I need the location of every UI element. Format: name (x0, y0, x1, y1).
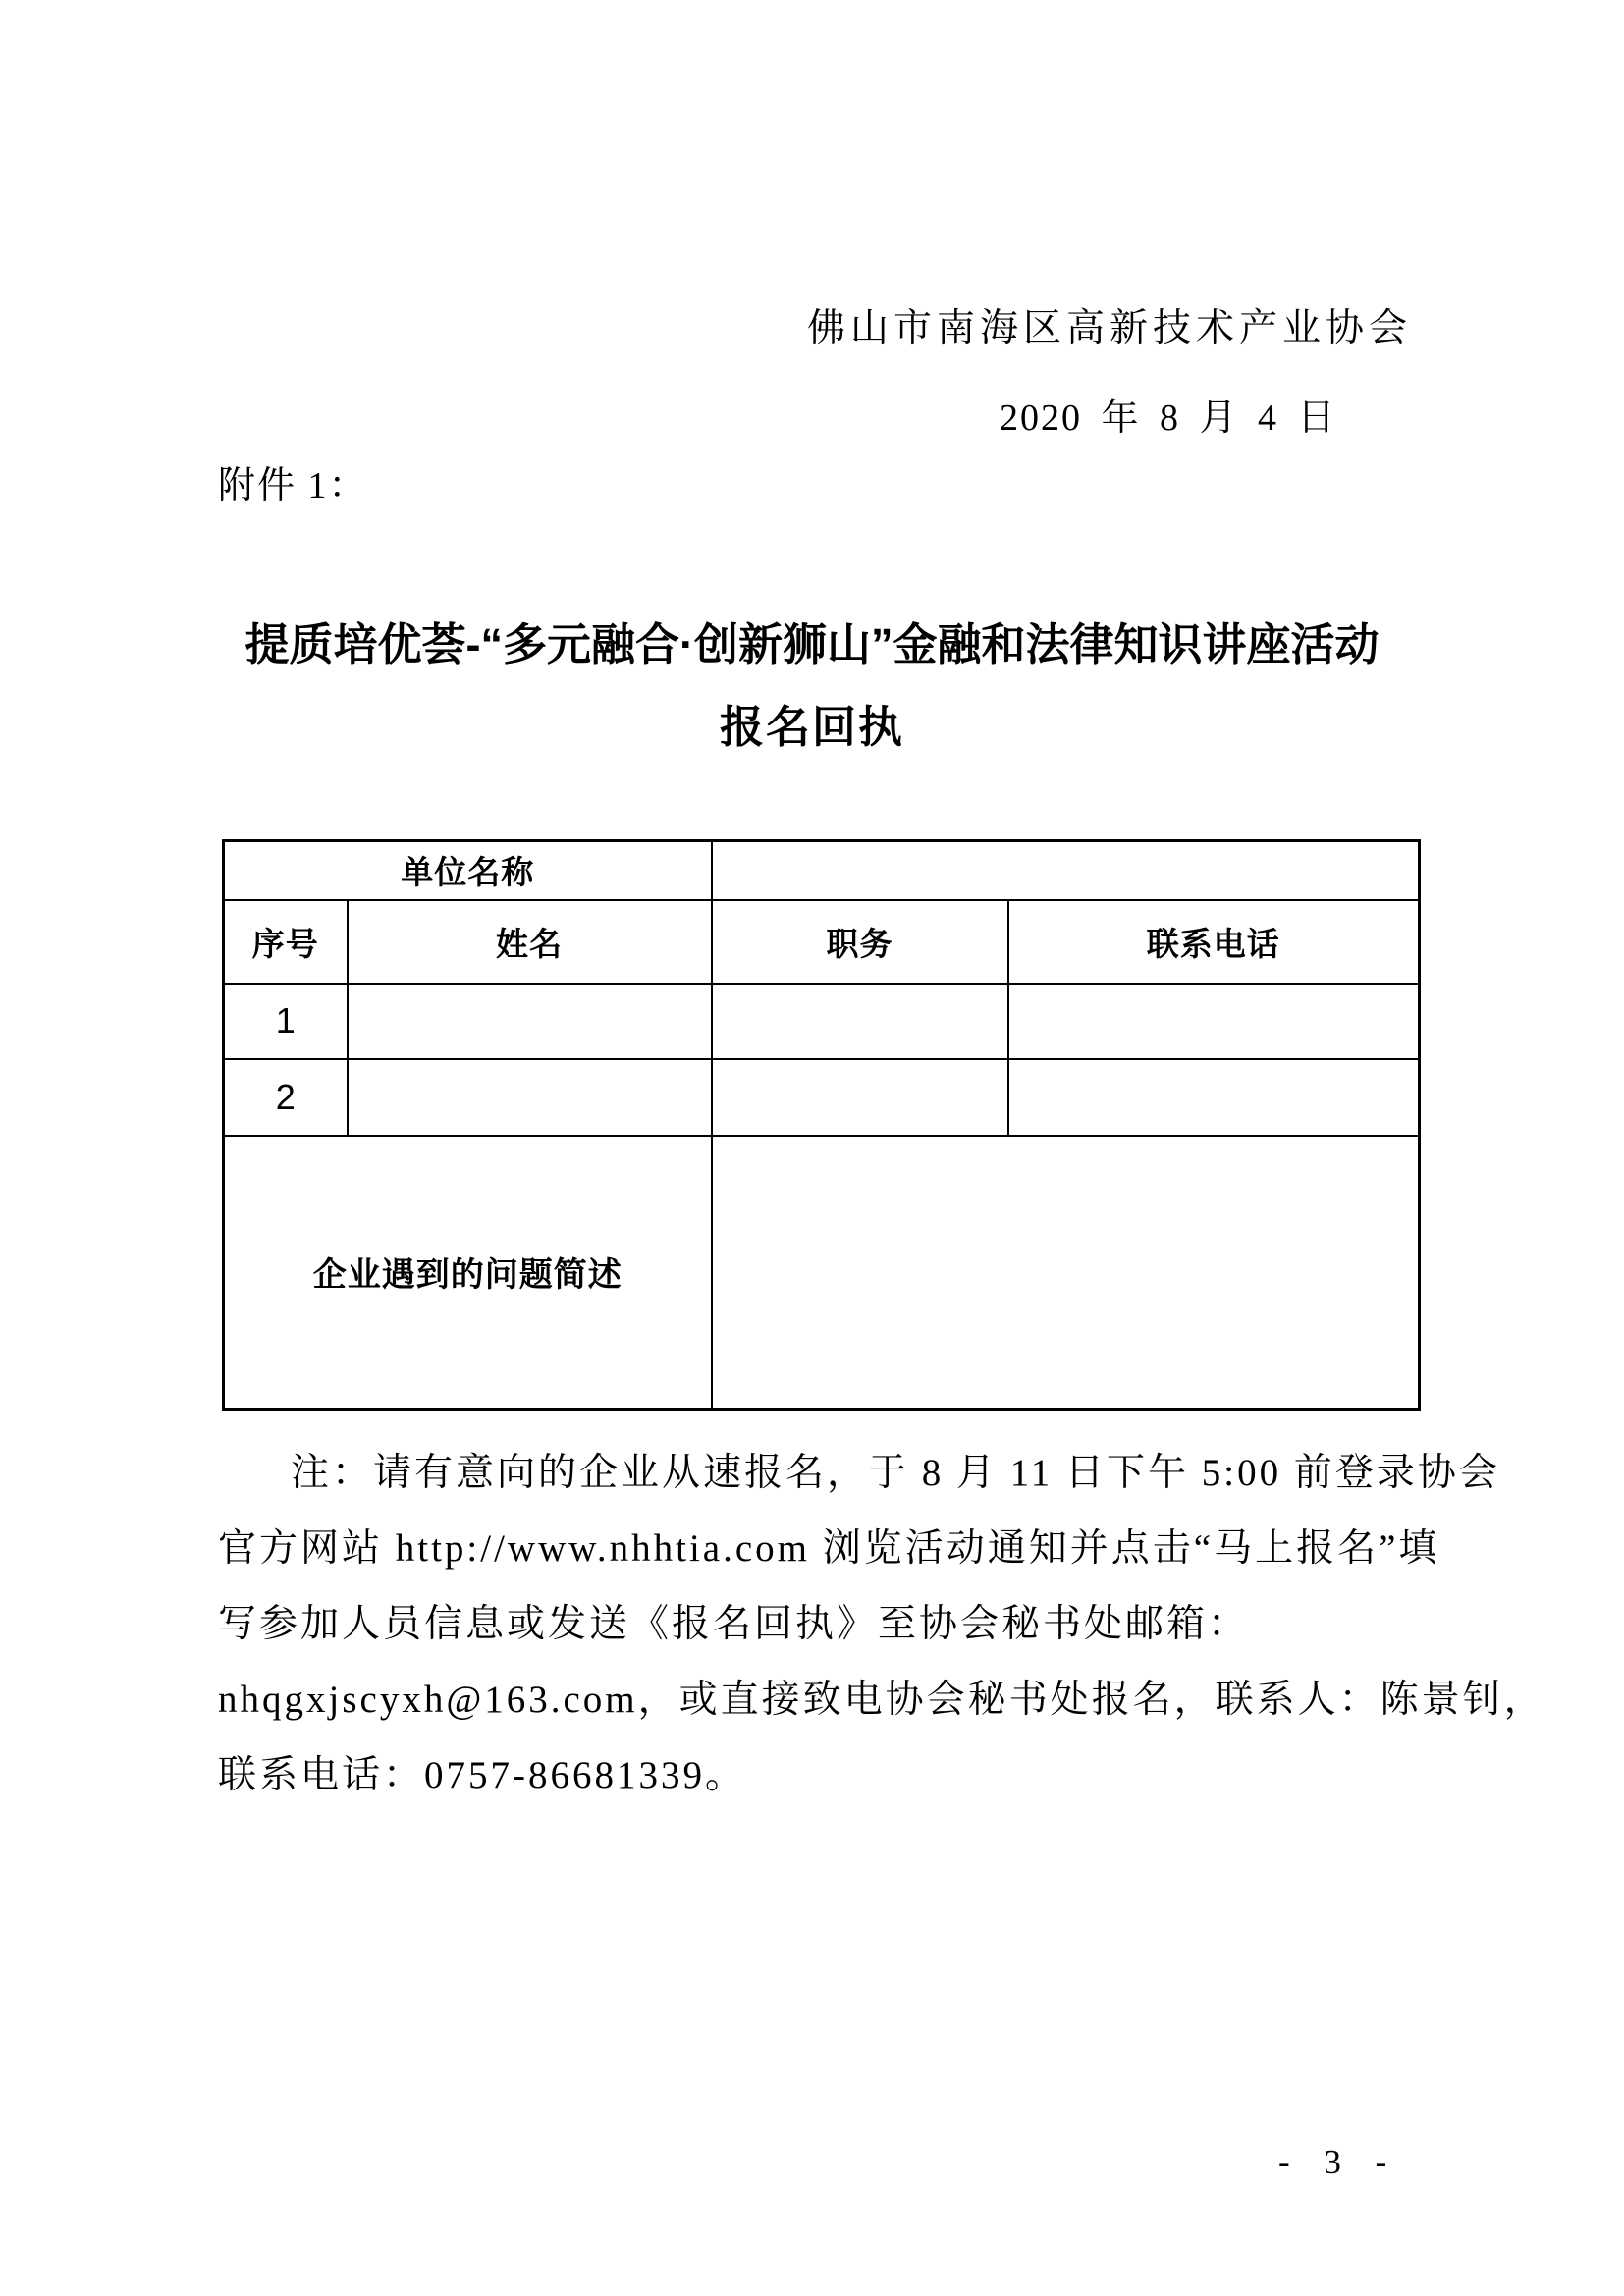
problem-label-cell: 企业遇到的问题简述 (224, 1136, 712, 1410)
table-header-row (224, 900, 1420, 984)
table-row (224, 1059, 1420, 1136)
column-header-phone: 联系电话 (1008, 900, 1420, 984)
problem-value-cell (712, 1136, 1420, 1410)
document-title-line2: 报名回执 (719, 702, 904, 752)
table-row-unit-name (224, 841, 1420, 900)
column-header-name: 姓名 (348, 900, 712, 984)
column-header-position: 职务 (712, 900, 1008, 984)
row-position-cell (712, 984, 1008, 1059)
note-line: 联系电话：0757-86681339。 (218, 1754, 746, 1796)
row-no-cell: 2 (224, 1059, 348, 1136)
note-paragraph (218, 1435, 1545, 1813)
document-date: 2020 年 8 月 4 日 (1000, 398, 1337, 439)
row-name-cell (348, 984, 712, 1059)
unit-name-label-cell: 单位名称 (224, 841, 712, 900)
table-row (224, 984, 1420, 1059)
note-line: 官方网站 http://www.nhhtia.com 浏览活动通知并点击“马上报名”填 (218, 1527, 1440, 1570)
column-header-no: 序号 (224, 900, 348, 984)
attachment-label: 附件 1： (218, 465, 368, 507)
unit-name-value-cell (712, 841, 1420, 900)
row-name-cell (348, 1059, 712, 1136)
note-line: nhqgxjscyxh@163.com，或直接致电协会秘书处报名，联系人：陈景钊， (218, 1679, 1545, 1721)
row-phone-cell (1008, 984, 1420, 1059)
row-phone-cell (1008, 1059, 1420, 1136)
row-position-cell (712, 1059, 1008, 1136)
table-row-problem (224, 1136, 1420, 1410)
page-number: - 3 - (1278, 2143, 1393, 2181)
note-line: 注：请有意向的企业从速报名，于 8 月 11 日下午 5:00 前登录协会 (291, 1452, 1500, 1494)
note-line: 写参加人员信息或发送《报名回执》至协会秘书处邮箱： (218, 1603, 1250, 1645)
document-title-line1: 提质培优荟-“多元融合·创新狮山”金融和法律知识讲座活动 (244, 619, 1380, 669)
row-no-cell: 1 (224, 984, 348, 1059)
org-name: 佛山市南海区高新技术产业协会 (806, 307, 1412, 349)
registration-table (222, 839, 1421, 1411)
